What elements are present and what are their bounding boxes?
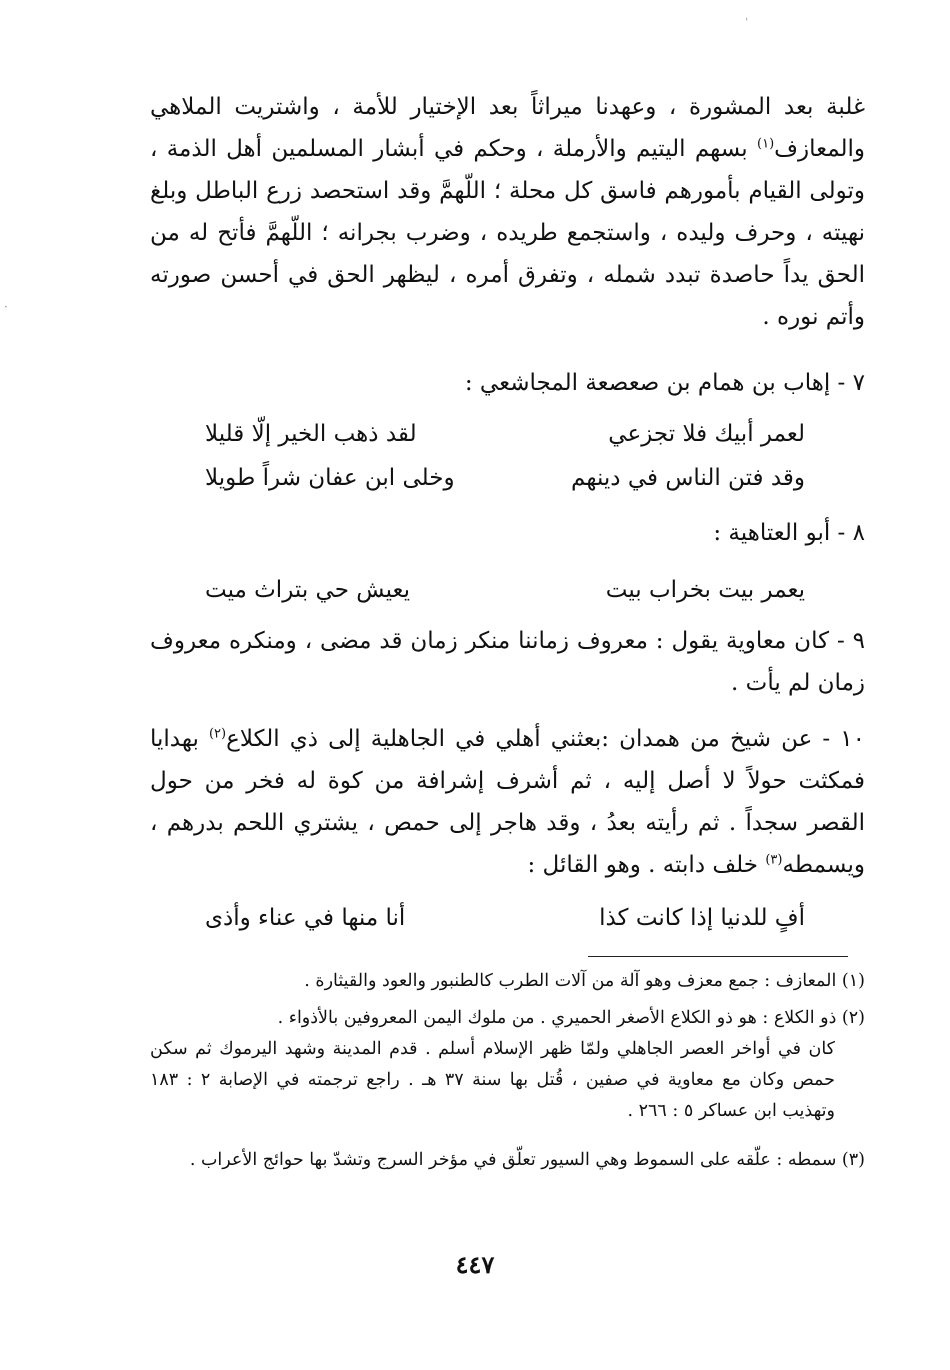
footnote-3: (٣) سمطه : علّقه على السموط وهي السيور تعلّق في مؤخر السرج وتشدّ بها حوائج الأعراب . bbox=[189, 1150, 865, 1170]
footnote-ref-1[interactable]: (١) bbox=[757, 136, 775, 152]
paragraph-text: ١٠ - عن شيخ من همدان :بعثني أهلي في الجاهلية إلى ذي الكلاع$^{(٢)}$ بهدايا فمكثت حولاً لا أصل إليه ، ثم أشرف إشرافة من كوة له فخر من حول القصر سجداً . ثم رأيته بعدُ ، وقد هاجر إلى حمص ، يشتري اللحم بدرهم ، ويسمطه$^{(٣)}$ خلف دابته . وهو القائل : bbox=[150, 726, 865, 878]
item-10-paragraph bbox=[150, 718, 865, 886]
verse-first-hemistich: وقد فتن الناس في دينهم bbox=[571, 465, 805, 491]
item-heading-text: ٧ - إهاب بن همام بن صعصعة المجاشعي : bbox=[464, 370, 865, 396]
footnote-2 bbox=[150, 1003, 865, 1127]
footnote-1: (١) المعازف : جمع معزف وهو آلة من آلات الطرب كالطنبور والعود والقيثارة . bbox=[304, 971, 865, 991]
verse-line bbox=[205, 896, 805, 940]
verse-line bbox=[205, 456, 805, 500]
verse-first-hemistich: أفٍ للدنيا إذا كانت كذا bbox=[599, 905, 805, 931]
verse-line bbox=[205, 568, 805, 612]
scan-mark: · bbox=[4, 300, 8, 314]
footnote-ref-3[interactable]: (٣) bbox=[765, 852, 783, 868]
paragraph-text: غلبة بعد المشورة ، وعهدنا ميراثاً بعد الإختيار للأمة ، واشتريت الملاهي والمعازف$^{(١)}$ بسهم اليتيم والأرملة ، وحكم في أبشار المسلمين أهل الذمة ، وتولى القيام بأمورهم فاسق كل محلة ؛ اللّهمَّ وقد استحصد زرع الباطل وبلغ نهيته ، وحرف وليده ، واستجمع طريده ، وضرب بجرانه ؛ اللّهمَّ فأتح له من الحق يداً حاصدة تبدد شمله ، وتفرق أمره ، ليظهر الحق في أحسن صورته وأتم نوره . bbox=[150, 94, 865, 330]
verse-line bbox=[205, 412, 805, 456]
verse-second-hemistich: أنا منها في عناء وأذى bbox=[205, 905, 406, 931]
paragraph-opening bbox=[150, 86, 865, 338]
paragraph-text: ٩ - كان معاوية يقول : معروف زماننا منكر زمان قد مضى ، ومنكره معروف زمان لم يأت . bbox=[150, 628, 865, 696]
item-8-heading bbox=[150, 512, 865, 554]
footnote-ref-2[interactable]: (٢) bbox=[208, 726, 227, 742]
scan-mark: ˌ bbox=[745, 8, 749, 22]
verse-first-hemistich: يعمر بيت بخراب بيت bbox=[605, 577, 805, 603]
item-heading-text: ٨ - أبو العتاهية : bbox=[713, 520, 865, 546]
verse-second-hemistich: لقد ذهب الخير إلّا قليلا bbox=[205, 421, 417, 447]
verse-first-hemistich: لعمر أبيك فلا تجزعي bbox=[608, 421, 805, 447]
item-9-paragraph bbox=[150, 620, 865, 704]
item-7-heading bbox=[150, 362, 865, 404]
footnote-divider bbox=[588, 956, 848, 957]
verse-second-hemistich: يعيش حي بتراث ميت bbox=[205, 577, 411, 603]
footnote-2-continuation: كان في أواخر العصر الجاهلي ولمّا ظهر الإسلام أسلم . قدم المدينة وشهد اليرموك ثم سكن حمص وكان مع معاوية في صفين ، قُتل بها سنة ٣٧ هـ . راجع ترجمته في الإصابة ٢ : ١٨٣ وتهذيب ابن عساكر ٥ : ٢٦٦ . bbox=[150, 1039, 835, 1121]
footnote-2-first-line: (٢) ذو الكلاع : هو ذو الكلاع الأصغر الحميري . من ملوك اليمن المعروفين بالأذواء . bbox=[277, 1008, 865, 1028]
verse-second-hemistich: وخلى ابن عفان شراً طويلا bbox=[205, 465, 455, 491]
page-number: ٤٤٧ bbox=[455, 1250, 495, 1279]
